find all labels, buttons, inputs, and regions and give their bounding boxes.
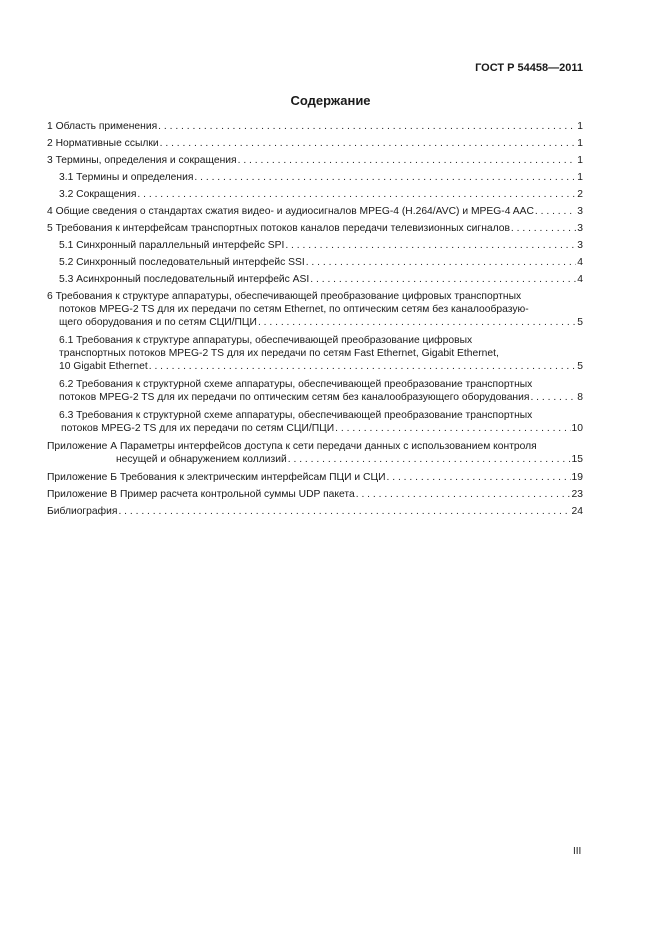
toc-leader	[356, 488, 571, 501]
toc-page-number: 1	[577, 155, 583, 166]
toc-entry-text-line: 6.2 Требования к структурной схеме аппаратуры, обеспечивающей преобразование транспортных	[59, 379, 533, 390]
toc-page-number: 5	[577, 361, 583, 372]
toc-leader	[137, 188, 576, 201]
toc-entry-6[interactable]	[47, 290, 583, 329]
toc-entry-text: 3 Термины, определения и сокращения	[47, 155, 237, 166]
toc-entry-text-line: щего оборудования и по сетям СЦИ/ПЦИ	[59, 317, 257, 328]
toc-page-number: 19	[571, 472, 583, 483]
toc-entry-3-2[interactable]	[47, 188, 583, 201]
toc-leader	[194, 171, 576, 184]
toc-leader	[118, 505, 570, 518]
toc-bibliography[interactable]	[47, 505, 583, 518]
toc-leader	[288, 453, 571, 466]
toc-entry-text: 5.1 Синхронный параллельный интерфейс SPI	[59, 240, 285, 251]
page-number: III	[573, 846, 582, 857]
toc-entry-text-line: потоков MPEG-2 TS для их передачи по оптическим сетям без каналообразующего оборудования	[59, 392, 530, 403]
toc-entry-text: 5.2 Синхронный последовательный интерфейс SSI	[59, 257, 305, 268]
toc-page-number: 4	[577, 274, 583, 285]
toc-appendix-a[interactable]	[47, 440, 583, 466]
toc-leader	[530, 391, 576, 404]
toc-entry-text-line: транспортных потоков MPEG-2 TS для их передачи по сетям Fast Ethernet, Gigabit Ethernet,	[59, 348, 499, 359]
toc-page-number: 23	[571, 489, 583, 500]
toc-entry-5-1[interactable]	[47, 239, 583, 252]
toc-page-number: 24	[571, 506, 583, 517]
toc-appendix-b[interactable]	[47, 471, 583, 484]
toc-entry-6-1[interactable]	[47, 334, 583, 373]
toc-entry-text-line: потоков MPEG-2 TS для их передачи по сетям Ethernet, по оптическим сетям без каналообразую-	[59, 304, 529, 315]
toc-leader	[158, 120, 576, 133]
toc-entry-text-line: 10 Gigabit Ethernet	[59, 361, 148, 372]
toc-entry-text: 3.1 Термины и определения	[59, 172, 194, 183]
toc-leader	[511, 222, 576, 235]
toc-entry-text: Приложение Б Требования к электрическим интерфейсам ПЦИ и СЦИ	[47, 472, 386, 483]
toc-entry-text: Приложение В Пример расчета контрольной суммы UDP пакета	[47, 489, 355, 500]
toc-entry-5-3[interactable]	[47, 273, 583, 286]
toc-leader	[306, 256, 577, 269]
toc-page-number: 3	[577, 206, 583, 217]
toc-leader	[285, 239, 576, 252]
toc-page-number: 1	[577, 172, 583, 183]
toc-page-number: 10	[571, 423, 583, 434]
toc-leader	[160, 137, 577, 150]
toc-page-number: 3	[577, 240, 583, 251]
toc-page-number: 2	[577, 189, 583, 200]
toc-page-number: 15	[571, 454, 583, 465]
toc-entry-6-2[interactable]	[47, 378, 583, 404]
toc-leader	[387, 471, 571, 484]
toc-entry-3-1[interactable]	[47, 171, 583, 184]
toc-entry-text: Библиография	[47, 506, 118, 517]
toc-page-number: 3	[577, 223, 583, 234]
toc-entry-5[interactable]	[47, 222, 583, 235]
toc-page-number: 4	[577, 257, 583, 268]
toc-entry-text-line: 6.1 Требования к структуре аппаратуры, обеспечивающей преобразование цифровых	[59, 335, 473, 346]
page-title: Содержание	[290, 93, 371, 108]
toc-leader	[258, 316, 576, 329]
toc-entry-3[interactable]	[47, 154, 583, 167]
toc-page-number: 1	[577, 138, 583, 149]
toc-leader	[310, 273, 576, 286]
toc-page-number: 8	[577, 392, 583, 403]
toc-entry-2[interactable]	[47, 137, 583, 150]
toc-entry-text: 3.2 Сокращения	[59, 189, 137, 200]
toc-entry-text: 1 Область применения	[47, 121, 158, 132]
table-of-contents	[47, 120, 583, 522]
toc-entry-4[interactable]	[47, 205, 583, 218]
toc-leader	[149, 360, 577, 373]
toc-entry-text-line: несущей и обнаружением коллизий	[116, 454, 287, 465]
toc-entry-text-line: 6 Требования к структуре аппаратуры, обеспечивающей преобразование цифровых транспортных	[47, 291, 522, 302]
toc-entry-text-line: Приложение А Параметры интерфейсов доступа к сети передачи данных с использованием контроля	[47, 441, 537, 452]
toc-entry-5-2[interactable]	[47, 256, 583, 269]
document-code: ГОСТ Р 54458—2011	[475, 62, 583, 74]
toc-leader	[238, 154, 577, 167]
toc-entry-6-3[interactable]	[47, 409, 583, 435]
toc-page-number: 1	[577, 121, 583, 132]
toc-entry-1[interactable]	[47, 120, 583, 133]
toc-entry-text: 5 Требования к интерфейсам транспортных потоков каналов передачи телевизионных сигналов	[47, 223, 510, 234]
toc-appendix-v[interactable]	[47, 488, 583, 501]
toc-entry-text-line: 6.3 Требования к структурной схеме аппаратуры, обеспечивающей преобразование транспортных	[59, 410, 533, 421]
toc-entry-text: 4 Общие сведения о стандартах сжатия видео- и аудиосигналов MPEG-4 (H.264/AVC) и MPEG-4 AAC	[47, 206, 534, 217]
toc-leader	[535, 205, 576, 218]
toc-entry-text-line: потоков MPEG-2 TS для их передачи по сетям СЦИ/ПЦИ	[61, 423, 335, 434]
toc-leader	[335, 422, 570, 435]
toc-page-number: 5	[577, 317, 583, 328]
toc-entry-text: 2 Нормативные ссылки	[47, 138, 159, 149]
toc-entry-text: 5.3 Асинхронный последовательный интерфейс ASI	[59, 274, 310, 285]
